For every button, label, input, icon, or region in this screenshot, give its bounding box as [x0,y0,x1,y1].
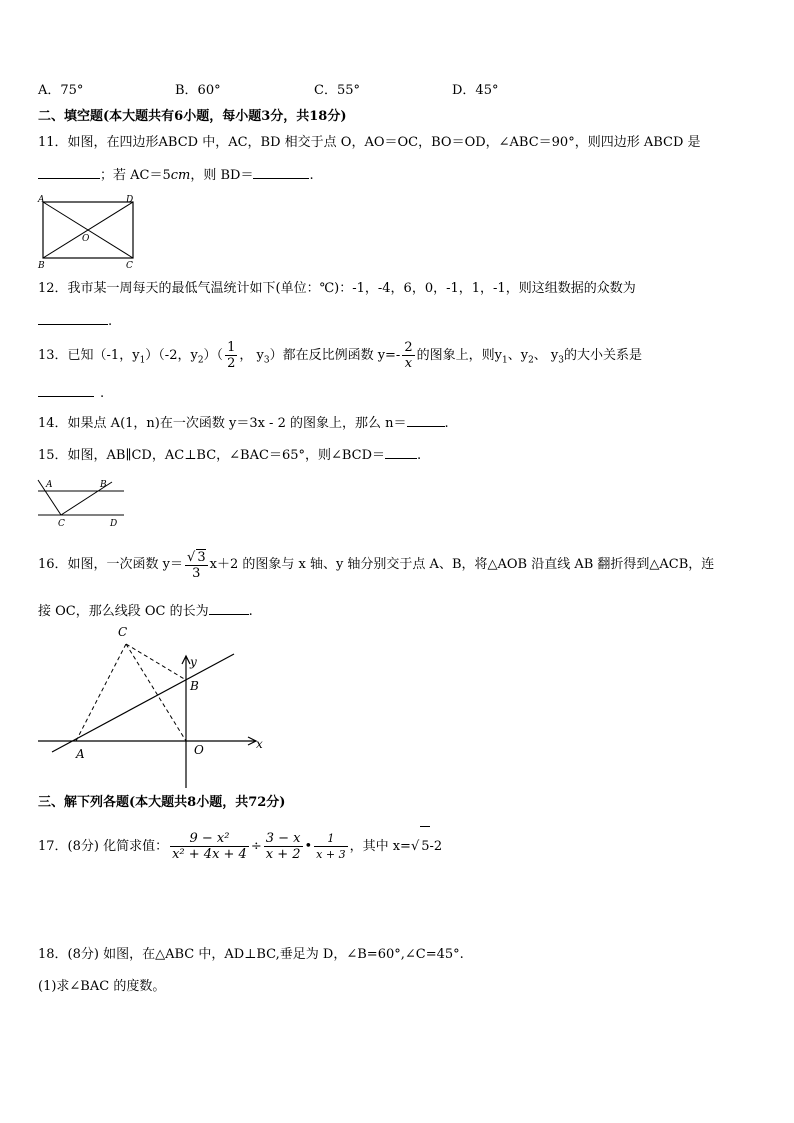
q13-end: . [100,386,105,401]
q16-text-1: 16．如图，一次函数 y＝ [38,557,184,572]
q17-f2-num: 3 − x [265,831,301,846]
q12-line1: 12．我市某一周每天的最低气温统计如下(单位：℃)：-1，-4，6，0，-1，1，-1，则这组数据的众数为 [38,281,636,296]
q12-line2 [38,312,112,331]
q13-fraction-2x [402,340,414,371]
q13-sub-6: 1 [501,355,508,366]
q16-end: . [248,604,253,619]
q16-label-b: B [190,679,199,693]
q13-fraction-half [225,340,237,371]
q13-text-3: ）（ [203,348,224,363]
q16-frac-den: 3 [192,565,201,581]
q17-text-1: 17．(8分) 化简求值： [38,839,169,854]
q15-end: . [417,448,422,463]
q16-figure [34,620,274,792]
q13-blank[interactable] [38,384,94,397]
q13-text-1: 13．已知（-1，y [38,348,140,363]
q16-dashed-cb [126,644,186,680]
q16-text-2: x＋2 的图象与 x 轴、y 轴分别交于点 A、B，将△AOB 沿直线 AB 翻折得到△ACB，连 [209,557,715,572]
q15-label-d: D [110,519,118,529]
q13-sub-4: 3 [263,355,270,366]
q17-text-3: -2 [429,839,443,854]
q11-label-o: O [82,234,90,244]
q17-sqrt: √ 5 [411,839,430,854]
q17-fraction-2 [264,831,303,862]
q18-line1: 18．(8分) 如图，在△ABC 中，AD⊥BC,垂足为 D，∠B=60°,∠C=45°. [38,947,464,962]
q17-f3-den: x + 3 [316,848,346,861]
q11-line2 [38,166,314,185]
q12-blank[interactable] [38,312,108,325]
q11-label-c: C [126,261,133,270]
q13-sub-1: 1 [139,355,146,366]
q13-text-7: 、y [507,348,529,363]
q13-line1 [38,340,642,374]
q14-text: 14．如果点 A(1，n)在一次函数 y＝3x - 2 的图象上，那么 n＝ [38,416,407,431]
q16-fraction [185,549,208,581]
q11-blank-2[interactable] [253,166,309,179]
q16-dashed-oc [126,644,186,741]
q16-label-c: C [118,625,128,639]
section2-heading: 二、填空题(本大题共有6小题，每小题3分，共18分) [38,109,347,124]
q13-text-8: 、 y [533,348,559,363]
q13-text-9: 的大小关系是 [564,348,643,363]
q16-label-y: y [190,655,197,669]
q13-frac-den: 2 [227,356,236,371]
q11-blank-1[interactable] [38,166,100,179]
q13-f2-den: x [404,356,413,371]
q11-label-a: A [38,195,45,205]
q15-blank[interactable] [385,446,417,459]
q16-blank[interactable] [209,602,249,615]
q15-figure [32,474,128,530]
q17-f1-den: x² + 4x + 4 [172,847,247,862]
q13-text-2: ）（-2，y [145,348,198,363]
q13-sub-8: 3 [558,355,565,366]
q14-blank[interactable] [407,414,445,427]
q17-f3-num: 1 [314,831,347,847]
q12-end: . [108,314,113,329]
q11-text-c: . [309,168,314,183]
q15-text: 15．如图，AB∥CD，AC⊥BC，∠BAC＝65°，则∠BCD＝ [38,448,386,463]
q17-fraction-1 [170,831,249,862]
q16-line-ab [52,654,234,752]
q15-label-b: B [100,480,107,490]
q17-dot: • [304,839,313,854]
q16-frac-num: √ 3 [187,549,206,565]
q13-text-4: ， y [239,348,264,363]
q14-line [38,414,449,433]
q17-fraction-3 [314,831,347,862]
q15-label-c: C [58,519,65,529]
q15-label-a: A [46,480,53,490]
q11-figure [34,194,144,270]
q13-frac-num: 1 [227,340,236,355]
q13-f2-num: 2 [404,340,413,355]
q16-radicand: 3 [197,549,206,565]
q18-line2: (1)求∠BAC 的度数。 [38,979,166,994]
option-a: A．75° [38,83,84,98]
q17-f1-num: 9 − x² [170,831,249,847]
option-b: B．60° [175,83,221,98]
q17-radicand: 5 [420,826,429,867]
q11-text-b: ，则 BD＝ [190,168,254,183]
q13-sub-7: 2 [528,355,534,366]
q16-label-a: A [76,747,85,761]
q11-label-b: B [38,261,45,270]
q13-text-6: 的图象上，则y [416,348,502,363]
q16-label-x: x [256,737,263,751]
option-c: C．55° [314,83,360,98]
q11-line1: 11．如图，在四边形ABCD 中，AC，BD 相交于点 O，AO＝OC，BO＝OD，∠ABC＝90°，则四边形 ABCD 是 [38,135,701,150]
q14-end: . [444,416,449,431]
q17-line [38,826,442,868]
q17-f2-den: x + 2 [265,847,301,862]
q13-line2 [38,384,104,403]
q16-text-3: 接 OC，那么线段 OC 的长为 [38,604,209,619]
q16-line2 [38,602,253,621]
section3-heading: 三、解下列各题(本大题共8小题，共72分) [38,795,286,810]
option-d: D．45° [452,83,499,98]
q16-label-o: O [194,743,204,757]
q13-text-5: ）都在反比例函数 y=- [269,348,401,363]
q16-dashed-ac [76,644,126,741]
q11-label-d: D [126,195,134,205]
q13-sub-2: 2 [197,355,204,366]
q17-divide: ÷ [250,839,262,854]
q17-text-2: ，其中 x= [349,839,411,854]
q15-line [38,446,421,465]
q16-line1 [38,546,714,586]
q11-text-a: ；若 AC＝5 [100,168,171,183]
q11-unit: cm [170,168,191,183]
